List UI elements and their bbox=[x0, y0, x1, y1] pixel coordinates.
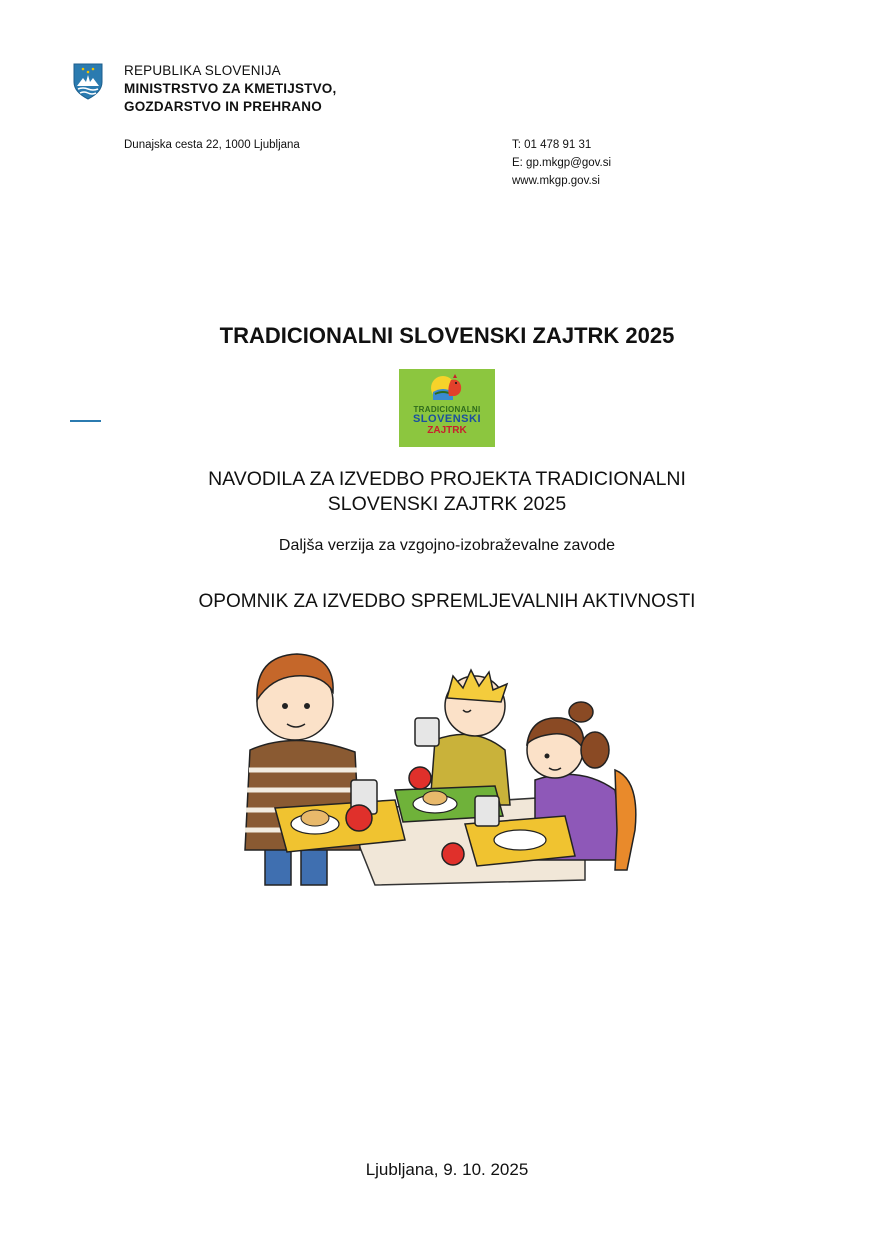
instructions-heading-line2: SLOVENSKI ZAJTRK 2025 bbox=[327, 493, 567, 515]
version-note: Daljša verzija za vzgojno-izobraževalne zavode bbox=[278, 537, 616, 554]
address: Dunajska cesta 22, 1000 Ljubljana bbox=[124, 139, 300, 151]
phone: T: 01 478 91 31 bbox=[512, 139, 592, 151]
margin-mark bbox=[70, 420, 101, 422]
coat-of-arms-icon bbox=[72, 62, 104, 100]
instructions-heading bbox=[0, 467, 882, 517]
logo-text-2: SLOVENSKI bbox=[412, 413, 482, 425]
republic-name: REPUBLIKA SLOVENIJA bbox=[124, 63, 281, 78]
ministry-name-line2: GOZDARSTVO IN PREHRANO bbox=[124, 99, 322, 114]
place-and-date: Ljubljana, 9. 10. 2025 bbox=[365, 1160, 529, 1179]
rooster-sun-icon bbox=[429, 372, 465, 404]
website: www.mkgp.gov.si bbox=[512, 175, 600, 187]
children-breakfast-illustration bbox=[235, 640, 655, 890]
logo-text-3: ZAJTRK bbox=[427, 425, 467, 436]
project-logo bbox=[399, 369, 495, 447]
document-title: TRADICIONALNI SLOVENSKI ZAJTRK 2025 bbox=[219, 323, 675, 348]
instructions-heading-line1: NAVODILA ZA IZVEDBO PROJEKTA TRADICIONALNI bbox=[208, 468, 686, 490]
ministry-name-line1: MINISTRSTVO ZA KMETIJSTVO, bbox=[124, 81, 337, 96]
reminder-heading: OPOMNIK ZA IZVEDBO SPREMLJEVALNIH AKTIVNOSTI bbox=[198, 591, 696, 612]
email: E: gp.mkgp@gov.si bbox=[512, 157, 612, 169]
logo-text-1: TRADICIONALNI bbox=[413, 405, 481, 414]
